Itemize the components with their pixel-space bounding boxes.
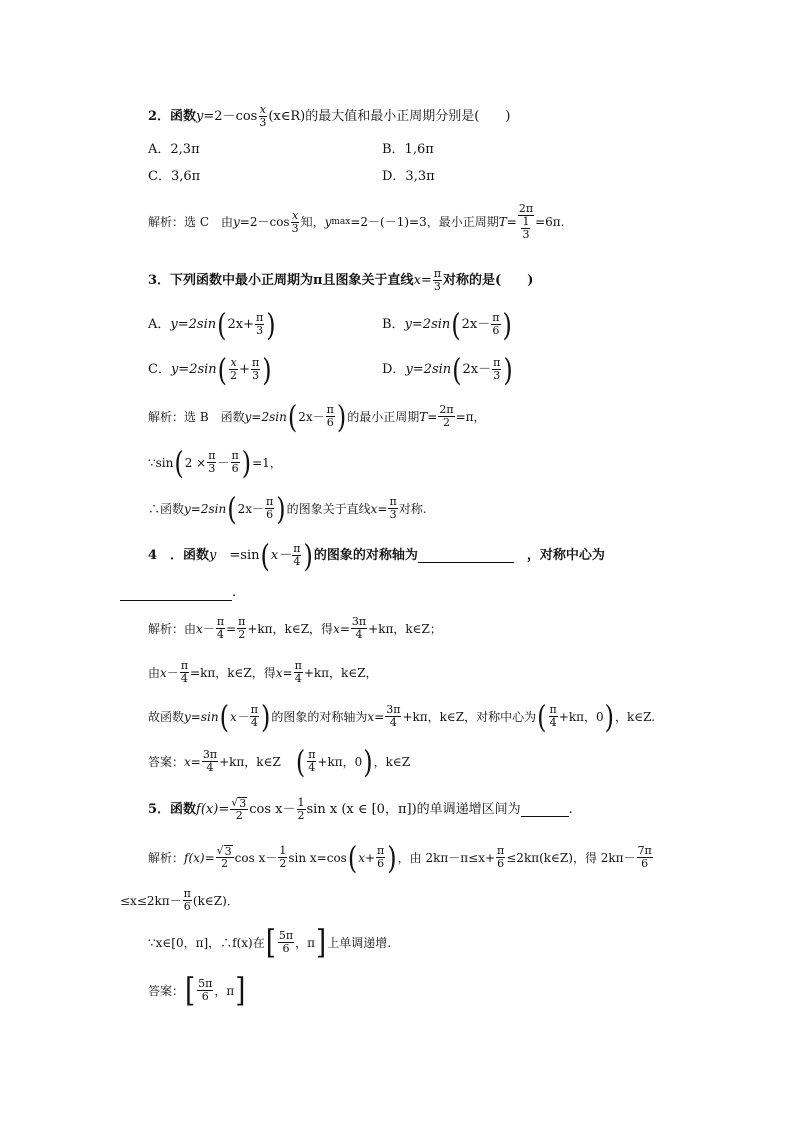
q4-stem-den: 4 xyxy=(293,555,301,568)
q5-s2-text-a: ≤x≤2kπ－ xyxy=(120,893,182,908)
q3-sol2-fraction-2 xyxy=(231,450,240,475)
q5-stem xyxy=(148,797,573,822)
q3-sol1-lparen: ( xyxy=(287,398,298,435)
q3-sol1-period-den: 2 xyxy=(442,416,450,429)
q5-stem-fraction-1 xyxy=(230,797,248,822)
q3-sol3-text-a: ∴函数 xyxy=(148,501,185,516)
q5-s1-fraction-5 xyxy=(637,845,653,870)
q2-option-a[interactable]: A．2,3π xyxy=(148,142,200,157)
q4-s2-text-b: =kπ，k∈Z，得 xyxy=(190,665,276,680)
q3-sol1-T: T xyxy=(419,409,428,424)
q4-s3-eq: = xyxy=(374,709,385,724)
q3-sol3-num: π xyxy=(266,495,274,508)
q3-sol2-lparen: ( xyxy=(174,444,184,481)
q5-s2-num: π xyxy=(183,887,191,900)
q5-ans-text-b: ，π xyxy=(214,983,235,998)
q3-b-fraction xyxy=(491,312,500,337)
q3-sol3-fraction-2 xyxy=(388,496,397,521)
q5-ans-fraction xyxy=(197,978,213,1003)
q5-s1-text-d: ，由 2kπ－π≤x+ xyxy=(397,850,496,865)
q4-ans-text-c: +kπ，0 xyxy=(317,754,363,769)
q2-sol-ymax-sub: max xyxy=(331,217,351,227)
q3-sol1-inner: 2x－ xyxy=(298,409,325,424)
q5-stem-end: . xyxy=(568,801,573,817)
q2-frac-num: x xyxy=(259,103,266,116)
q5-ans-rbracket: ] xyxy=(235,971,246,1010)
q5-s1-fraction-3 xyxy=(376,845,385,870)
q3-stem-frac-den: 3 xyxy=(433,280,441,293)
q5-s1-fraction-1 xyxy=(216,845,234,870)
q3-sol1-rparen: ) xyxy=(336,398,347,435)
q2-sol-T: T xyxy=(498,215,507,229)
q3-option-a[interactable] xyxy=(148,306,277,343)
q4-s1-text-a: 解析：由 xyxy=(148,621,197,636)
q3-stem-eq: = xyxy=(420,272,432,288)
q4-ans-eq: = xyxy=(190,754,201,769)
q5-s3-text-b: ，π xyxy=(295,935,316,950)
q4-s1-fraction-3 xyxy=(351,616,367,641)
q3-a-lparen: ( xyxy=(217,306,227,343)
q3-b-num: π xyxy=(492,311,500,324)
sqrt-sign-icon: √ xyxy=(231,796,239,809)
q3-sol1-den: 6 xyxy=(326,416,334,429)
q5-s1-rparen: ) xyxy=(387,839,397,876)
q3-sol1-period-fraction xyxy=(438,404,454,429)
q5-s1-den3: 6 xyxy=(377,857,385,870)
q4-s2-x2: x xyxy=(275,665,283,680)
q4-s1-fraction-2 xyxy=(237,616,246,641)
q4-s3-fraction-1 xyxy=(250,704,259,729)
q5-s3-lbracket: [ xyxy=(265,923,276,962)
q4-stem-num: π xyxy=(293,542,301,555)
q2-option-d[interactable]: D．3,3π xyxy=(382,169,435,184)
q4-s2-den1: 4 xyxy=(180,672,188,685)
q4-s3-den: 4 xyxy=(250,716,258,729)
q5-s2-text-b: (k∈Z)． xyxy=(192,893,239,908)
q4-s2-num2: π xyxy=(294,659,302,672)
q4-s2-eq: = xyxy=(282,665,293,680)
q3-solution-line-3 xyxy=(148,490,427,527)
q3-sol1-text-a: 解析：选 B 函数 xyxy=(148,409,245,424)
sqrt-sign-icon: √ xyxy=(216,844,224,857)
q3-sol3-fn: y=2sin xyxy=(184,501,227,516)
q5-solution-line-3 xyxy=(148,923,392,962)
q2-sol-eq: = xyxy=(506,215,517,229)
q3-a-rparen: ) xyxy=(266,306,276,343)
q3-solution-line-1 xyxy=(148,398,486,435)
q4-s3-lparen-2: ( xyxy=(537,698,547,735)
q4-s3-inner: x－ xyxy=(229,709,249,724)
q4-s1-den2: 2 xyxy=(238,628,246,641)
q5-s3-fraction xyxy=(278,930,294,955)
q4-s3-den3: 4 xyxy=(549,716,557,729)
q4-s1-minus: － xyxy=(202,621,215,636)
q3-sol1-fn: y=2sin xyxy=(244,409,287,424)
q3-sol3-lparen: ( xyxy=(227,490,237,527)
q3-solution-line-2 xyxy=(148,444,282,481)
q3-c-num1: x xyxy=(230,356,237,369)
q5-s1-text-b: cos x－ xyxy=(234,850,278,865)
q2-option-b[interactable]: B．1,6π xyxy=(382,142,434,157)
q2-stem-fraction xyxy=(258,104,267,129)
q4-s2-text-c: +kπ，k∈Z， xyxy=(303,665,378,680)
q4-ans-label: 答案： xyxy=(148,754,185,769)
q3-c-lparen: ( xyxy=(217,351,228,388)
q3-sol1-period-num: 2π xyxy=(439,403,454,416)
q2-sol-period-inner-num: 1 xyxy=(522,215,530,228)
q2-sol-period-inner-den: 3 xyxy=(522,228,530,241)
q3-sol3-num2: π xyxy=(389,495,397,508)
q3-sol3-inner: 2x－ xyxy=(237,501,264,516)
q4-ans-num2: π xyxy=(308,748,316,761)
q4-s3-text-e: ，k∈Z. xyxy=(615,709,656,724)
q5-stem-sqrt xyxy=(231,797,247,809)
q3-b-label: B． xyxy=(382,316,405,332)
q4-s1-num3: 3π xyxy=(351,615,367,628)
q2-sol-period-den xyxy=(519,216,532,241)
q2-sol-ymax: y xyxy=(324,215,332,229)
q3-c-label: C． xyxy=(148,361,171,377)
q4-stem-line-2 xyxy=(120,583,236,603)
q5-stem-text-c: sin x (x ∈ [0，π])的单调递增区间为 xyxy=(306,801,521,817)
q3-sol3-rparen: ) xyxy=(276,490,286,527)
q5-s1-radicand: 3 xyxy=(224,845,232,858)
q5-s3-rbracket: ] xyxy=(316,923,327,962)
q4-s1-den1: 4 xyxy=(216,628,224,641)
q3-sol3-text-c: 对称. xyxy=(398,501,427,516)
q4-ans-text-d: ，k∈Z xyxy=(373,754,411,769)
q3-stem-fraction xyxy=(433,268,442,293)
q4-ans-x: x xyxy=(184,754,191,769)
q3-sol2-text-b: 2 × xyxy=(184,455,207,470)
q4-s1-den3: 4 xyxy=(355,628,363,641)
q5-s1-text-a: 解析： xyxy=(148,850,185,865)
q3-c-fraction-2 xyxy=(251,357,260,382)
q2-sol-text-g: =6π. xyxy=(535,215,565,229)
q3-stem xyxy=(148,268,533,293)
q5-s1-inner: x+ xyxy=(358,850,376,865)
q4-s3-text-b: 的图象的对称轴为 xyxy=(271,709,368,724)
q3-sol1-text-b: 的最小正周期 xyxy=(347,409,420,424)
q5-s3-num: 5π xyxy=(278,929,294,942)
q3-sol2-rparen: ) xyxy=(241,444,252,481)
q3-sol3-den: 6 xyxy=(266,508,274,521)
q3-b-inner: 2x－ xyxy=(461,316,491,332)
q4-s2-fraction-2 xyxy=(294,660,303,685)
q3-stem-text-c: 对称的是( ) xyxy=(443,272,534,288)
q3-sol1-text-c: =π， xyxy=(455,409,486,424)
q3-option-b[interactable] xyxy=(382,306,513,343)
q5-s3-den: 6 xyxy=(282,942,290,955)
q5-stem-fraction-2 xyxy=(297,797,306,822)
q4-center-answer-blank[interactable] xyxy=(120,586,232,601)
q5-stem-text-a: 5．函数 xyxy=(148,801,197,817)
q3-sol3-fraction xyxy=(265,496,274,521)
q4-s2-x: x xyxy=(160,665,167,680)
q2-sol-period-num: 2π xyxy=(518,202,534,215)
q5-s1-text-e: ≤2kπ(k∈Z)，得 2kπ－ xyxy=(506,850,636,865)
q4-stem-lparen: ( xyxy=(260,537,270,574)
q4-ans-den2: 4 xyxy=(308,761,316,774)
q3-c-fraction-1 xyxy=(229,357,238,382)
q3-a-label: A． xyxy=(148,316,171,332)
q4-s2-text-a: 由 xyxy=(148,665,161,680)
q4-s3-den2: 4 xyxy=(389,716,397,729)
q5-s1-fraction-2 xyxy=(278,845,287,870)
q4-stem-text-b: =sin xyxy=(216,547,260,563)
q4-s3-num2: 3π xyxy=(386,703,401,716)
q5-s1-num3: π xyxy=(377,844,385,857)
q3-stem-x: x xyxy=(413,272,421,288)
q4-stem-inner: x－ xyxy=(270,547,292,563)
q4-s3-fn: y=sin xyxy=(184,709,219,724)
q3-c-rparen: ) xyxy=(262,351,272,388)
q3-a-den: 3 xyxy=(256,324,264,337)
q4-s2-num1: π xyxy=(180,659,189,672)
q4-s1-x2: x xyxy=(333,621,340,636)
q3-d-label: D． xyxy=(382,361,406,377)
q2-sol-text-c: =2－cos xyxy=(239,215,290,229)
q3-d-den: 3 xyxy=(493,369,501,382)
q5-s1-f: f(x) xyxy=(184,850,205,865)
q5-s1-num4: π xyxy=(497,844,505,857)
q4-s1-x: x xyxy=(196,621,203,636)
q3-sol3-text-b: 的图象关于直线 xyxy=(286,501,371,516)
q4-s3-text-d: +kπ，0 xyxy=(558,709,604,724)
q5-s1-num5: 7π xyxy=(637,844,652,857)
q3-b-den: 6 xyxy=(492,324,500,337)
q4-ans-lparen: ( xyxy=(295,743,306,780)
q2-stem-y: y xyxy=(196,108,204,124)
q4-stem xyxy=(148,537,605,574)
q4-s3-lparen: ( xyxy=(219,698,229,735)
q4-ans-den: 4 xyxy=(206,761,214,774)
q4-ans-rparen: ) xyxy=(363,743,373,780)
q2-stem-text-a: 2．函数 xyxy=(148,108,197,124)
q3-d-fraction xyxy=(492,357,501,382)
q3-a-inner: 2x+ xyxy=(227,316,254,332)
q3-sol2-minus: － xyxy=(217,455,230,470)
q5-s1-lparen: ( xyxy=(347,839,358,876)
q2-sol-frac-num: x xyxy=(291,208,299,222)
q5-s1-den4: 6 xyxy=(497,857,505,870)
q4-ans-text-b: +kπ，k∈Z xyxy=(219,754,281,769)
q3-a-num: π xyxy=(255,311,264,324)
q4-stem-text-d: ，对称中心为 xyxy=(513,547,605,563)
q4-s3-fraction-2 xyxy=(385,704,401,729)
q5-s1-fraction-4 xyxy=(496,845,505,870)
q4-s3-x: x xyxy=(367,709,375,724)
q3-d-inner: 2x－ xyxy=(462,361,492,377)
q5-stem-radicand: 3 xyxy=(239,797,247,810)
q3-sol2-text-a: ∵sin xyxy=(148,455,174,470)
q4-s3-fraction-3 xyxy=(549,704,558,729)
q4-stem-end: . xyxy=(232,585,237,600)
q2-sol-fraction xyxy=(291,210,300,235)
q2-stem-text-c: =2－cos xyxy=(203,108,258,124)
q5-s1-den2: 2 xyxy=(279,857,287,870)
q5-ans-lbracket: [ xyxy=(185,971,196,1010)
q3-stem-frac-num: π xyxy=(433,267,442,280)
q5-solution-line-1 xyxy=(148,839,654,876)
q2-sol-period-fraction xyxy=(518,203,534,241)
q5-s1-text-c: sin x=cos xyxy=(288,850,347,865)
q3-sol2-fraction-1 xyxy=(207,450,216,475)
q2-solution xyxy=(148,203,564,241)
q3-b-fn: y=2sin xyxy=(404,316,451,332)
q4-s3-rparen-2: ) xyxy=(604,698,614,735)
q5-s1-den5: 6 xyxy=(641,857,649,870)
q3-option-d[interactable] xyxy=(382,351,514,388)
q3-c-den1: 2 xyxy=(230,369,238,382)
q3-sol3-den2: 3 xyxy=(389,508,397,521)
q3-stem-text-a: 3．下列函数中最小正周期为π且图象关于直线 xyxy=(148,272,414,288)
q4-s1-eq: = xyxy=(226,621,237,636)
q3-sol2-text-c: =1， xyxy=(252,455,282,470)
q5-answer-blank[interactable] xyxy=(521,802,569,817)
q5-answer xyxy=(148,971,246,1010)
q3-d-num: π xyxy=(493,356,501,369)
q2-frac-den: 3 xyxy=(259,116,267,129)
q3-b-lparen: ( xyxy=(451,306,461,343)
q4-s2-minus: － xyxy=(166,665,179,680)
q4-s1-eq2: = xyxy=(339,621,350,636)
q5-ans-num: 5π xyxy=(198,977,213,990)
q3-d-rparen: ) xyxy=(503,351,513,388)
q5-ans-den: 6 xyxy=(201,990,209,1003)
q3-sol1-fraction xyxy=(326,404,335,429)
q4-ans-fraction-1 xyxy=(202,749,218,774)
q4-s1-num1: π xyxy=(216,615,225,628)
q5-stem-num2: 1 xyxy=(297,796,305,809)
q4-s3-num: π xyxy=(250,703,258,716)
q5-stem-text-b: cos x－ xyxy=(249,801,296,817)
q4-stem-rparen: ) xyxy=(303,537,313,574)
q4-solution-line-1 xyxy=(148,616,442,641)
q3-c-num2: π xyxy=(251,356,260,369)
q4-answer xyxy=(148,743,411,780)
q2-sol-frac-den: 3 xyxy=(291,221,299,235)
q4-s2-den2: 4 xyxy=(294,672,302,685)
q3-sol2-num2: π xyxy=(231,449,239,462)
q3-sol1-eq: = xyxy=(427,409,438,424)
q5-stem-den1: 2 xyxy=(235,809,243,822)
q5-s1-sqrt xyxy=(217,845,233,857)
q3-sol1-num: π xyxy=(326,403,334,416)
q4-axis-answer-blank[interactable] xyxy=(418,548,514,563)
q4-ans-num: 3π xyxy=(202,748,218,761)
q2-sol-text-a: 解析：选 C 由 xyxy=(148,215,233,229)
q4-stem-text-c: 的图象的对称轴为 xyxy=(313,547,418,563)
q3-c-fn: y=2sin xyxy=(170,361,217,377)
q4-stem-y: y xyxy=(209,547,217,563)
q5-s1-eq: = xyxy=(204,850,215,865)
q5-s1-den1: 2 xyxy=(221,857,229,870)
q4-s1-num2: π xyxy=(238,615,246,628)
q2-sol-text-d: 知， xyxy=(300,215,325,229)
q3-a-fn: y=2sin xyxy=(170,316,217,332)
q5-stem-den2: 2 xyxy=(297,809,305,822)
q2-stem xyxy=(148,104,510,129)
q5-solution-line-2 xyxy=(120,888,239,913)
q4-s1-text-c: +kπ，k∈Z； xyxy=(368,621,442,636)
q2-sol-y: y xyxy=(233,215,240,229)
q4-s1-text-b: +kπ，k∈Z，得 xyxy=(247,621,334,636)
q4-s3-text-c: +kπ，k∈Z，对称中心为 xyxy=(402,709,537,724)
q5-s3-text-c: 上单调递增. xyxy=(327,935,392,950)
q3-d-lparen: ( xyxy=(452,351,462,388)
q3-d-fn: y=2sin xyxy=(405,361,452,377)
q4-solution-line-2 xyxy=(148,660,378,685)
q2-sol-period-inner-fraction xyxy=(521,216,530,241)
q3-a-fraction xyxy=(255,312,264,337)
q3-c-plus: + xyxy=(239,361,250,377)
q4-stem-fraction xyxy=(292,543,301,568)
q3-b-rparen: ) xyxy=(502,306,512,343)
q4-solution-line-3 xyxy=(148,698,656,735)
q2-stem-text-d: (x∈R)的最大值和最小正周期分别是( ) xyxy=(268,108,511,124)
q3-sol2-den1: 3 xyxy=(208,462,216,475)
q5-s2-fraction xyxy=(183,888,192,913)
q5-stem-eq: = xyxy=(218,801,230,817)
q3-option-c[interactable] xyxy=(148,351,273,388)
q4-s3-rparen: ) xyxy=(260,698,271,735)
q5-s2-den: 6 xyxy=(183,900,191,913)
q5-s1-num2: 1 xyxy=(279,844,287,857)
q4-s2-fraction-1 xyxy=(180,660,189,685)
q4-s1-fraction-1 xyxy=(216,616,225,641)
q4-s3-text-a: 故函数 xyxy=(148,709,185,724)
q3-sol2-num1: π xyxy=(208,449,216,462)
q5-s3-text-a: ∵x∈[0，π]，∴f(x)在 xyxy=(148,935,265,950)
q3-sol3-x: x xyxy=(370,501,378,516)
q4-s3-num3: π xyxy=(549,703,557,716)
q3-sol3-eq: = xyxy=(377,501,388,516)
q2-option-c[interactable]: C．3,6π xyxy=(148,169,201,184)
q5-stem-f: f(x) xyxy=(196,801,219,817)
q3-c-den2: 3 xyxy=(252,369,260,382)
q2-sol-text-e: =2－(－1)=3，最小正周期 xyxy=(350,215,499,229)
q3-sol2-den2: 6 xyxy=(231,462,239,475)
q4-ans-fraction-2 xyxy=(307,749,316,774)
q5-ans-label: 答案： xyxy=(148,983,185,998)
q4-stem-text-a: 4 ．函数 xyxy=(148,547,210,563)
